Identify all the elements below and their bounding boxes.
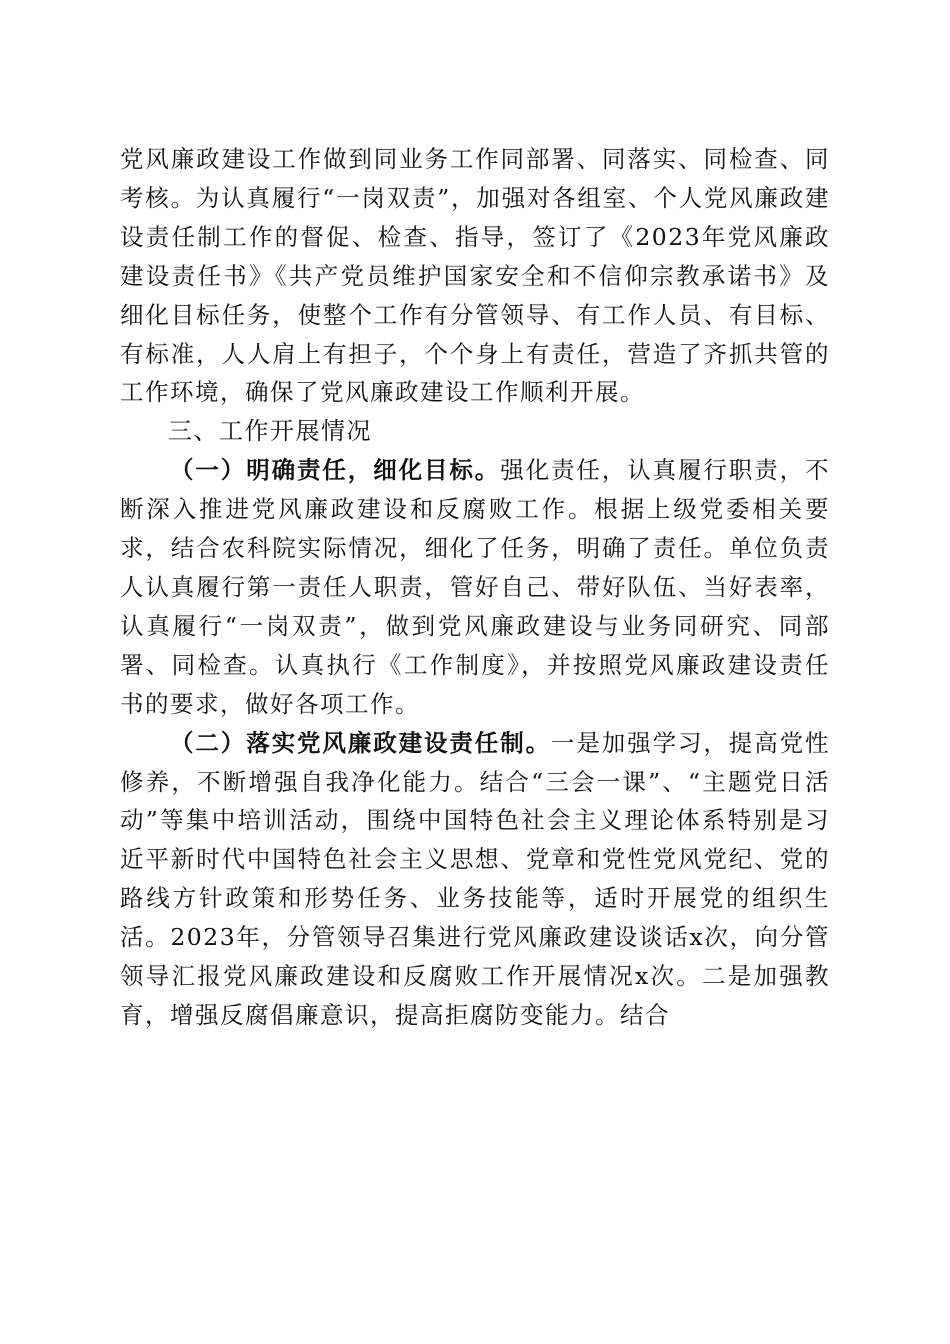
- item-2-paragraph: [120, 724, 830, 1035]
- document-body: [120, 140, 830, 1035]
- item-1-paragraph: [120, 451, 830, 723]
- continuation-paragraph: 党风廉政建设工作做到同业务工作同部署、同落实、同检查、同考核。为认真履行“一岗双责”，加强对各组室、个人党风廉政建设责任制工作的督促、检查、指导，签订了《2023年党风廉政建设责任书》《共产党员维护国家安全和不信仰宗教承诺书》及细化目标任务，使整个工作有分管领导、有工作人员、有目标、有标准，人人肩上有担子，个个身上有责任，营造了齐抓共管的工作环境，确保了党风廉政建设工作顺利开展。: [120, 145, 830, 407]
- section-heading: 三、工作开展情况: [168, 417, 372, 446]
- item-2-body: 一是加强学习，提高党性修养，不断增强自我净化能力。结合“三会一课”、“主题党日活动”等集中培训活动，围绕中国特色社会主义理论体系特别是习近平新时代中国特色社会主义思想、党章和党性党风党纪、党的路线方针政策和形势任务、业务技能等，适时开展党的组织生活。2023年，分管领导召集进行党风廉政建设谈话x次，向分管领导汇报党风廉政建设和反腐败工作开展情况x次。二是加强教育，增强反腐倡廉意识，提高拒腐防变能力。结合: [120, 728, 830, 1029]
- item-2-title: （二）落实党风廉政建设责任制。: [170, 728, 551, 757]
- item-1-title: （一）明确责任，细化目标。: [170, 456, 501, 485]
- item-1-body: 强化责任，认真履行职责，不断深入推进党风廉政建设和反腐败工作。根据上级党委相关要求，结合农科院实际情况，细化了任务，明确了责任。单位负责人认真履行第一责任人职责，管好自己、带好队伍、当好表率，认真履行“一岗双责”，做到党风廉政建设与业务同研究、同部署、同检查。认真执行《工作制度》，并按照党风廉政建设责任书的要求，做好各项工作。: [120, 456, 831, 718]
